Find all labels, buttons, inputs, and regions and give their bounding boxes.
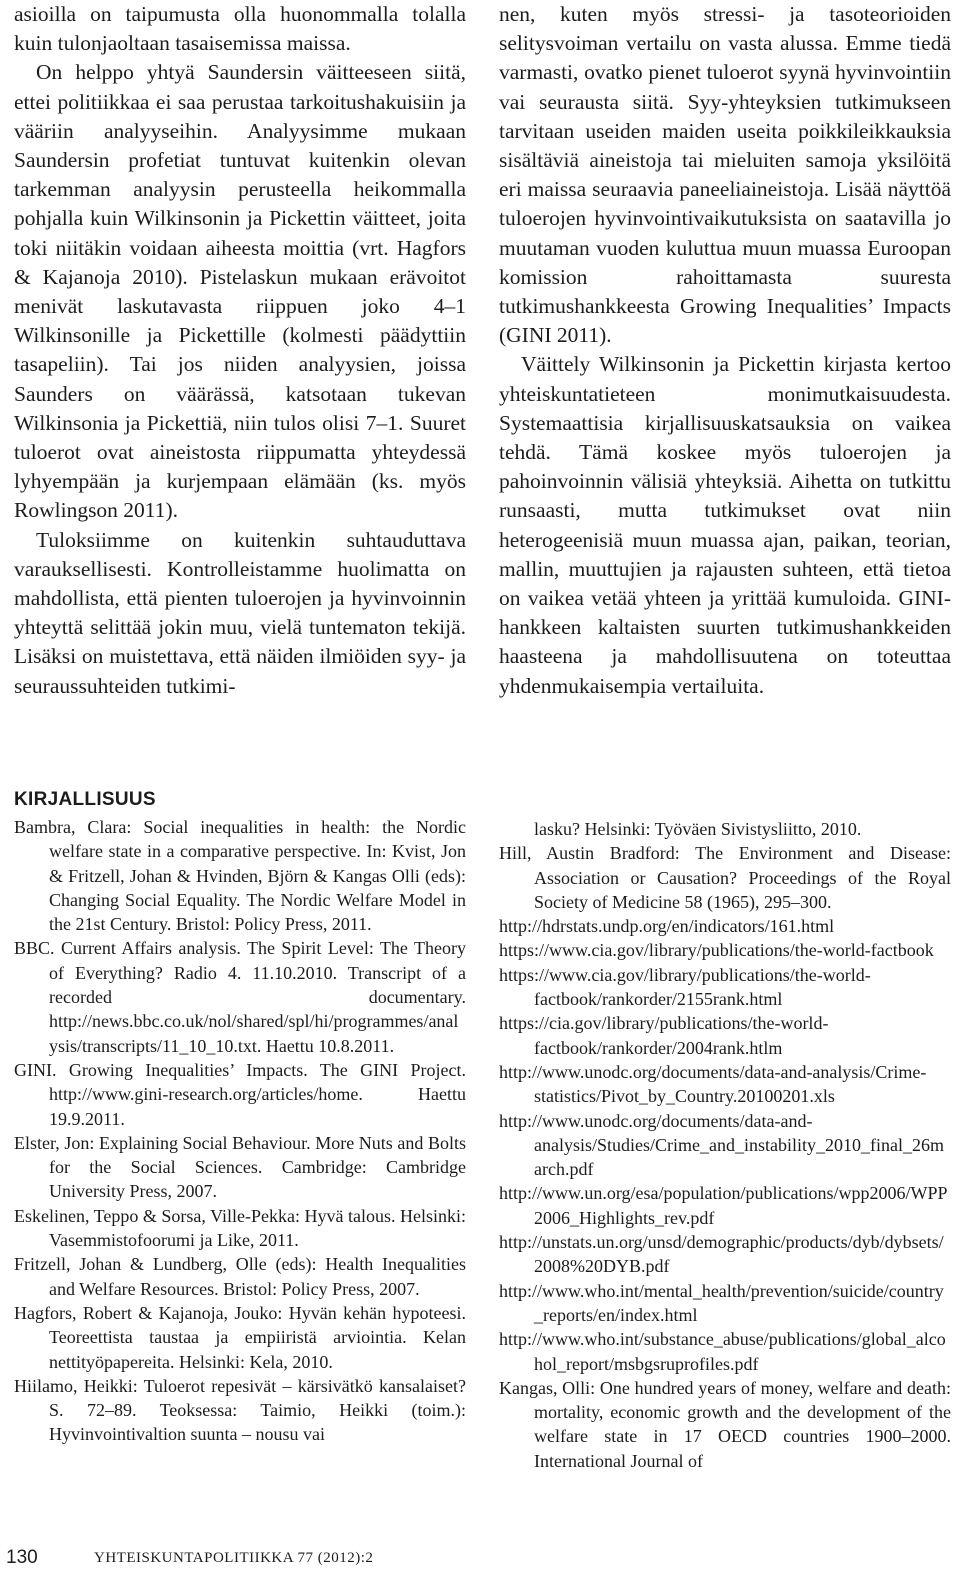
page-number: 130 [6,1547,38,1568]
reference-entry: BBC. Current Affairs analysis. The Spirit Level: The Theory of Everything? Radio 4. 11.10.2010. Transcript of a recorded documentary. http://news.bbc.co.uk/nol/shared/spl/hi/programmes/analysis/transcripts/11_10_10.txt. Haettu 10.8.2011. [14,938,466,1056]
reference-entry: http://unstats.un.org/unsd/demographic/products/dyb/dybsets/2008%20DYB.pdf [499,1232,944,1277]
references-heading: KIRJALLISUUS [14,789,156,810]
reference-entry: Hagfors, Robert & Kajanoja, Jouko: Hyvän kehän hypoteesi. Teoreettista taustaa ja empiiristä arviointia. Kelan nettityöpapereita. Helsinki: Kela, 2010. [14,1302,466,1372]
body-paragraph: Väittely Wilkinsonin ja Pickettin kirjasta kertoo yhteiskuntatieteen monimutkaisuudesta. Systemaattisia kirjallisuuskatsauksia on vaikea tehdä. Tämä koskee myös tuloerojen ja pahoinvoinnin välisiä yhteyksiä. Aihetta on tutkittu runsaasti, mutta tutkimukset ovat niin heterogeenisiä muun muassa ajan, paikan, teorian, mallin, muuttujien ja rajausten suhteen, että tietoa on vaikea vetää yhteen ja yrittää kumuloida. GINI-hankkeen kaltaisten suurten tutkimushankkeiden haasteena ja mahdollisuutena on toteuttaa yhdenmukaisempia vertailuita. [499,352,951,698]
reference-entry: http://www.unodc.org/documents/data-and-analysis/Crime-statistics/Pivot_by_Country.20100201.xls [499,1061,927,1107]
body-paragraph: Tuloksiimme on kuitenkin suhtauduttava varauksellisesti. Kontrolleistamme huolimatta on mahdollista, että pienten tuloerojen ja hyvinvoinnin yhteyttä selittää jokin muu, vielä tuntematon tekijä. Lisäksi on muistettava, että näiden ilmiöiden syy- ja seuraussuhteiden tutkimi- [14,527,466,698]
reference-entry: http://www.unodc.org/documents/data-and-analysis/Studies/Crime_and_instability_2010_final_26march.pdf [499,1110,944,1180]
body-column-right [499,0,951,701]
reference-entry: http://www.who.int/substance_abuse/publications/global_alcohol_report/msbgsruprofiles.pdf [499,1329,946,1374]
reference-entry: Kangas, Olli: One hundred years of money, welfare and death: mortality, economic growth and the development of the welfare state in 17 OECD countries 1900–2000. International Journal of [499,1377,951,1471]
reference-entry: Bambra, Clara: Social inequalities in health: the Nordic welfare state in a comparative perspective. In: Kvist, Jon & Fritzell, Johan & Hvinden, Björn & Kangas Olli (eds): Changing Social Equality. The Nordic Welfare Model in the 21st Century. Bristol: Policy Press, 2011. [14,817,466,935]
body-paragraph: asioilla on taipumusta olla huonommalla tolalla kuin tulonjaoltaan tasaisemissa maissa. [14,2,466,56]
reference-continuation: lasku? Helsinki: Työväen Sivistysliitto, 2010. [534,819,862,839]
reference-entry: Hill, Austin Bradford: The Environment and Disease: Association or Causation? Proceedings of the Royal Society of Medicine 58 (1965), 295–300. [499,843,951,912]
page-footer [0,1543,960,1573]
reference-entry: Elster, Jon: Explaining Social Behaviour. More Nuts and Bolts for the Social Sciences. Cambridge: Cambridge University Press, 2007. [14,1132,466,1202]
reference-entry: http://www.un.org/esa/population/publications/wpp2006/WPP2006_Highlights_rev.pdf [499,1183,948,1228]
reference-entry: https://www.cia.gov/library/publications/the-world-factbook [499,940,934,961]
reference-entry: http://www.who.int/mental_health/prevention/suicide/country_reports/en/index.html [499,1280,944,1325]
reference-entry: http://hdrstats.undp.org/en/indicators/161.html [499,916,835,937]
reference-entry: https://www.cia.gov/library/publications/the-world-factbook/rankorder/2155rank.html [499,964,871,1010]
reference-entry: GINI. Growing Inequalities’ Impacts. The GINI Project. http://www.gini-research.org/articles/home. Haettu 19.9.2011. [14,1059,466,1129]
journal-name: YHTEISKUNTAPOLITIIKKA 77 (2012):2 [94,1550,374,1566]
references-column-left [14,788,466,1447]
reference-entry: Fritzell, Johan & Lundberg, Olle (eds): Health Inequalities and Welfare Resources. Bristol: Policy Press, 2007. [14,1254,466,1299]
reference-entry: Hiilamo, Heikki: Tuloerot repesivät – kärsivätkö kansalaiset? S. 72–89. Teoksessa: Taimio, Heikki (toim.): Hyvinvointivaltion suunta – nousu vai [14,1375,466,1445]
reference-entry: https://cia.gov/library/publications/the-world-factbook/rankorder/2004rank.htlm [499,1013,829,1058]
references-column-right [499,817,951,1473]
body-paragraph: nen, kuten myös stressi- ja tasoteorioiden selitysvoiman vertailu on vasta alussa. Emme tiedä varmasti, ovatko pienet tuloerot syynä hyvinvointiin vai seurausta siitä. Syy-yhteyksien tutkimukseen tarvitaan useiden maiden useita poikkileikkauksia sisältäviä aineistoja tai mieluiten samoja yksilöitä eri maissa seuraavia paneeliaineistoja. Lisää näyttöä tuloerojen hyvinvointivaikutuksista on saatavilla jo muutaman vuoden kuluttua muun muassa Euroopan komission rahoittamasta suuresta tutkimushankkeesta Growing Inequalities’ Impacts (GINI 2011). [499,2,951,348]
body-paragraph: On helppo yhtyä Saundersin väitteeseen siitä, ettei politiikkaa ei saa perustaa tarkoitushakuisiin ja vääriin analyyseihin. Analyysimme mukaan Saundersin profetiat tuntuvat kuitenkin olevan tarkemman analyysin perusteella heikommalla pohjalla kuin Wilkinsonin ja Pickettin väitteet, joita toki niitäkin voidaan aiheesta moittia (vrt. Hagfors & Kajanoja 2010). Pistelaskun mukaan erävoitot menivät laskutavasta riippuen joko 4–1 Wilkinsonille ja Pickettille (kolmesti päädyttiin tasapeliin). Tai jos niiden analyysien, joissa Saunders on väärässä, katsotaan tukevan Wilkinsonia ja Pickettiä, niin tulos olisi 7–1. Suuret tuloerot ovat aineistosta riippumatta yhteydessä lyhyempään ja kurjempaan elämään (ks. myös Rowlingson 2011). [14,60,466,523]
body-column-left [14,0,466,701]
reference-entry: Eskelinen, Teppo & Sorsa, Ville-Pekka: Hyvä talous. Helsinki: Vasemmistofoorumi ja Like, 2011. [14,1205,466,1251]
